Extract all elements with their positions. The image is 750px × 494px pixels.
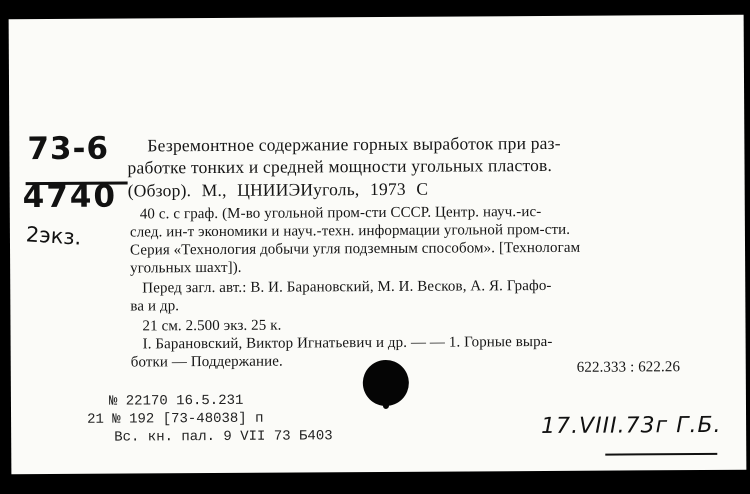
entry-line-8: Перед загл. авт.: В. И. Барановский, М. И. Весков, А. Я. Графо-	[142, 277, 552, 297]
handwritten-date-note: 17.VIII.73г Г.Б.	[541, 412, 722, 440]
handwritten-copies-note: 2экз.	[25, 222, 83, 250]
handwritten-shelfmark-top: 73-6	[27, 130, 110, 168]
entry-line-7: угольных шахт]).	[130, 259, 242, 277]
entry-line-6: Серия «Технология добычи угля подземным способом». [Технологам	[129, 239, 581, 259]
date-note-underline	[605, 453, 717, 456]
registry-line-3: Вс. кн. пал. 9 VII 73 Б403	[114, 428, 333, 446]
ink-blot	[363, 360, 409, 406]
entry-line-11: I. Барановский, Виктор Игнатьевич и др. — — 1. Горные выра-	[142, 333, 553, 353]
entry-line-5: след. ин-т экономики и науч.-техн. информации угольной пром-сти.	[129, 221, 571, 241]
registry-line-2: 21 № 192 [73-48038] п	[87, 410, 264, 428]
registry-line-1: № 22170 16.5.231	[108, 392, 244, 410]
handwritten-shelfmark-bottom: 4740	[22, 178, 118, 216]
ink-blot-drip	[383, 401, 389, 409]
entry-line-4: 40 с. с граф. (М-во угольной пром-сти СССР. Центр. науч.-ис-	[139, 203, 542, 223]
entry-line-10: 21 см. 2.500 экз. 25 к.	[142, 317, 282, 335]
entry-line-2: работке тонких и средней мощности угольных пластов.	[127, 154, 553, 178]
classification-number: 622.333 : 622.26	[576, 359, 681, 376]
entry-line-12: ботки — Поддержание.	[130, 353, 283, 371]
entry-line-9: ва и др.	[130, 298, 180, 315]
entry-line-1: Безремонтное содержание горных выработок при раз-	[147, 132, 561, 156]
entry-line-3: (Обзор). М., ЦНИИЭИуголь, 1973 С	[127, 178, 429, 201]
catalog-card	[9, 15, 747, 474]
